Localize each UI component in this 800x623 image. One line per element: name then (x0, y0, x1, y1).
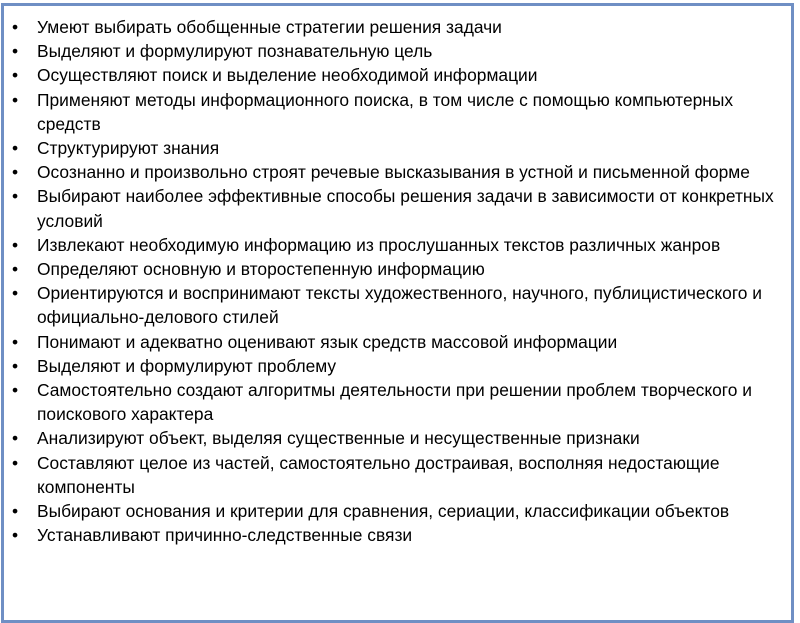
list-item (12, 451, 782, 499)
bullet-list (12, 15, 782, 547)
bullet-dot: • (12, 162, 19, 183)
list-item-text: Осуществляют поиск и выделение необходимой информации (37, 65, 538, 86)
list-item (12, 88, 782, 136)
list-item-text: Составляют целое из частей, самостоятельно достраивая, восполняя недостающие компоненты (37, 452, 720, 497)
list-item-text: Умеют выбирать обобщенные стратегии решения задачи (37, 17, 502, 37)
list-item-text: Структурируют знания (37, 138, 220, 159)
slide-frame (1, 3, 794, 623)
list-item (12, 499, 782, 523)
bullet-dot: • (12, 525, 19, 546)
list-item (12, 378, 782, 426)
list-item (12, 523, 782, 547)
list-item (12, 426, 782, 450)
bullet-dot: • (12, 65, 19, 86)
list-item-text: Самостоятельно создают алгоритмы деятельности при решении проблем творческого и поискового характера (37, 380, 752, 425)
list-item-text: Устанавливают причинно-следственные связи (37, 525, 413, 546)
bullet-dot: • (12, 41, 19, 62)
bullet-dot: • (12, 428, 19, 449)
bullet-dot: • (12, 452, 19, 473)
bullet-dot: • (12, 380, 19, 401)
list-item (12, 233, 782, 257)
list-item-text: Выделяют и формулируют познавательную цель (37, 41, 433, 62)
list-item-text: Ориентируются и воспринимают тексты художественного, научного, публицистического и официально-делового стилей (37, 283, 762, 328)
bullet-dot: • (12, 501, 19, 522)
bullet-dot: • (12, 138, 19, 159)
list-item (12, 136, 782, 160)
list-item (12, 160, 782, 184)
list-item (12, 354, 782, 378)
list-item (12, 257, 782, 281)
list-item-text: Осознанно и произвольно строят речевые высказывания в устной и письменной форме (37, 162, 750, 183)
list-item-text: Выбирают основания и критерии для сравнения, сериации, классификации объектов (37, 501, 730, 522)
bullet-dot: • (12, 259, 19, 280)
list-item (12, 15, 782, 39)
bullet-dot: • (12, 234, 19, 255)
list-item-text: Анализируют объект, выделяя существенные и несущественные признаки (37, 428, 640, 449)
bullet-dot: • (12, 355, 19, 376)
list-item (12, 281, 782, 329)
bullet-dot: • (12, 283, 19, 304)
list-item-text: Выбирают наиболее эффективные способы решения задачи в зависимости от конкретных условий (37, 186, 774, 231)
list-item (12, 63, 782, 87)
bullet-dot: • (12, 331, 19, 352)
list-item (12, 39, 782, 63)
list-item-text: Применяют методы информационного поиска, в том числе с помощью компьютерных средств (37, 89, 734, 134)
list-item (12, 330, 782, 354)
bullet-dot: • (12, 89, 19, 110)
bullet-dot: • (12, 17, 19, 37)
list-item-text: Выделяют и формулируют проблему (37, 355, 337, 376)
list-item-text: Определяют основную и второстепенную информацию (37, 259, 485, 280)
list-item (12, 184, 782, 232)
list-item-text: Извлекают необходимую информацию из прослушанных текстов различных жанров (37, 234, 721, 255)
list-item-text: Понимают и адекватно оценивают язык средств массовой информации (37, 331, 618, 352)
bullet-dot: • (12, 186, 19, 207)
